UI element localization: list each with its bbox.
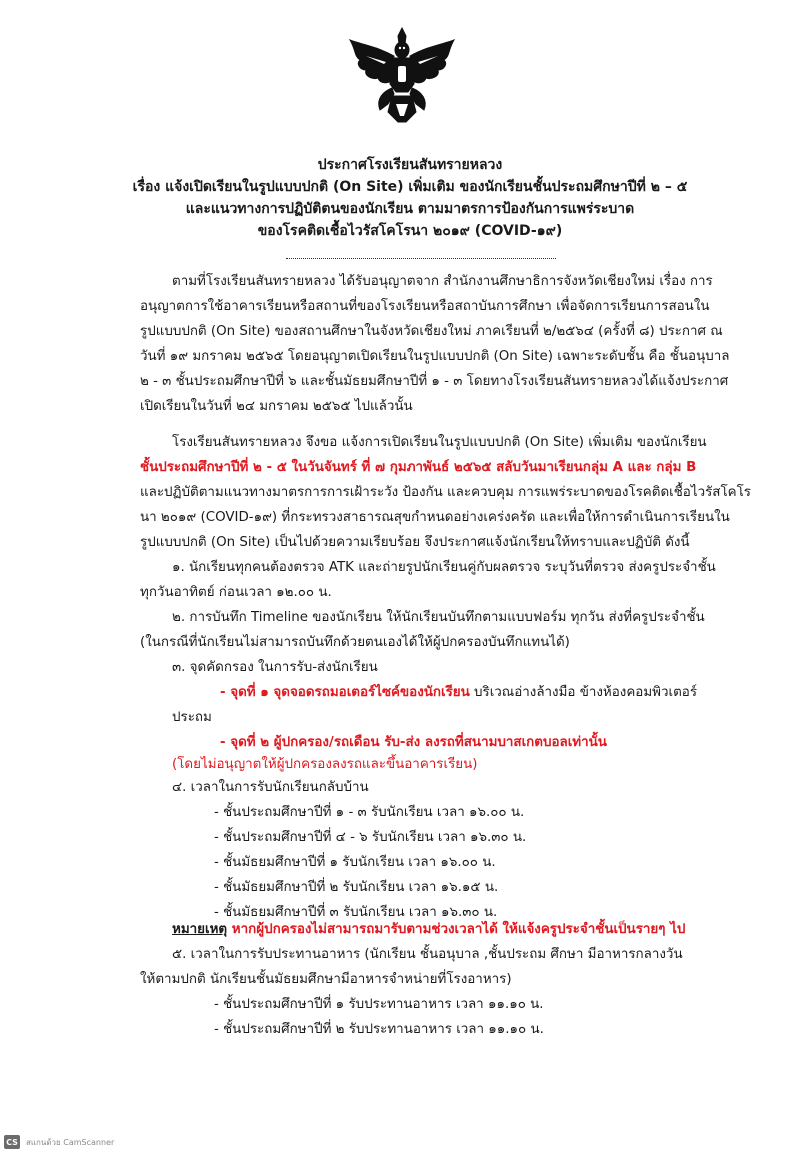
pickup-time-row: - ชั้นมัธยมศึกษาปีที่ ๑ รับนักเรียน เวลา ๑๖.๐๐ น. [214, 855, 496, 870]
item2-line-2: (ในกรณีที่นักเรียนไม่สามารถบันทึกด้วยตนเองได้ให้ผู้ปกครองบันทึกแทนได้) [140, 635, 570, 650]
para1-line-2: อนุญาตการใช้อาคารเรียนหรือสถานที่ของโรงเรียนหรือสถาบันการศึกษา เพื่อจัดการเรียนการสอนใน [140, 299, 710, 314]
item2-line-1: ๒. การบันทึก Timeline ของนักเรียน ให้นักเรียนบันทึกตามแบบฟอร์ม ทุกวัน ส่งที่ครูประจำชั้น [172, 610, 705, 625]
announcement-subject-line-2: และแนวทางการปฏิบัติตนของนักเรียน ตามมาตรการป้องกันการแพร่ระบาด [185, 201, 635, 217]
para1-line-1: ตามที่โรงเรียนสันทรายหลวง ได้รับอนุญาตจาก สำนักงานศึกษาธิการจังหวัดเชียงใหม่ เรื่อง การ [172, 274, 713, 289]
announcement-subject: เรื่อง แจ้งเปิดเรียนในรูปแบบปกติ (On Site) เพิ่มเติม ของนักเรียนชั้นประถมศึกษาปีที่ ๒ – ๕ [132, 179, 688, 195]
camscanner-logo-icon: CS [4, 1135, 20, 1149]
para2-line-4: นา ๒๐๑๙ (COVID-๑๙) ที่กระทรวงสาธารณสุขกำหนดอย่างเคร่งครัด และเพื่อให้การดำเนินการเรียนใน [140, 510, 730, 525]
item1-line-1: ๑. นักเรียนทุกคนต้องตรวจ ATK และถ่ายรูปนักเรียนคู่กับผลตรวจ ระบุวันที่ตรวจ ส่งครูประจำชั้น [172, 560, 716, 575]
remark-label: หมายเหตุ [172, 922, 228, 937]
para2-line-1: โรงเรียนสันทรายหลวง จึงขอ แจ้งการเปิดเรียนในรูปแบบปกติ (On Site) เพิ่มเติม ของนักเรียน [172, 435, 707, 450]
point-1-label: - จุดที่ ๑ จุดจอดรถมอเตอร์ไซค์ของนักเรียน [220, 685, 470, 700]
item3-point-1-cont: ประถม [172, 710, 212, 725]
pickup-time-row: - ชั้นประถมศึกษาปีที่ ๔ - ๖ รับนักเรียน เวลา ๑๖.๓๐ น. [214, 830, 527, 845]
announcement-title: ประกาศโรงเรียนสันทรายหลวง [317, 157, 503, 173]
camscanner-text: สแกนด้วย CamScanner [26, 1137, 115, 1147]
para1-line-6: เปิดเรียนในวันที่ ๒๔ มกราคม ๒๕๖๕ ไปแล้วนั้น [140, 399, 413, 414]
item3-point-1 [220, 683, 697, 703]
pickup-time-row: - ชั้นมัธยมศึกษาปีที่ ๓ รับนักเรียน เวลา ๑๖.๓๐ น. [214, 905, 498, 920]
item5-line-1: ๕. เวลาในการรับประทานอาหาร (นักเรียน ชั้นอนุบาล ,ชั้นประถม ศึกษา มีอาหารกลางวัน [172, 947, 683, 962]
pickup-time-row: - ชั้นประถมศึกษาปีที่ ๑ - ๓ รับนักเรียน เวลา ๑๖.๐๐ น. [214, 805, 525, 820]
pickup-time-row: - ชั้นมัธยมศึกษาปีที่ ๒ รับนักเรียน เวลา ๑๖.๑๕ น. [214, 880, 499, 895]
announcement-subject-line-3: ของโรคติดเชื้อไวรัสโคโรนา ๒๐๑๙ (COVID-๑๙) [257, 223, 563, 239]
item3-point-2: - จุดที่ ๒ ผู้ปกครอง/รถเดือน รับ-ส่ง ลงรถที่สนามบาสเกตบอลเท่านั้น [220, 735, 607, 750]
remark-line [172, 920, 685, 940]
para2-line-5: รูปแบบปกติ (On Site) เป็นไปด้วยความเรียบร้อย จึงประกาศแจ้งนักเรียนให้ทราบและปฏิบัติ ดังนี้ [140, 535, 690, 550]
para1-line-3: รูปแบบปกติ (On Site) ของสถานศึกษาในจังหวัดเชียงใหม่ ภาคเรียนที่ ๒/๒๕๖๔ (ครั้งที่ ๘) ประกาศ ณ [140, 324, 723, 339]
point-1-detail: บริเวณอ่างล้างมือ ข้างห้องคอมพิวเตอร์ [469, 685, 698, 700]
item3-point-2-note: (โดยไม่อนุญาตให้ผู้ปกครองลงรถและขึ้นอาคารเรียน) [172, 757, 478, 772]
item1-line-2: ทุกวันอาทิตย์ ก่อนเวลา ๑๒.๐๐ น. [140, 585, 332, 600]
para2-highlight-line: ชั้นประถมศึกษาปีที่ ๒ - ๕ ในวันจันทร์ ที่ ๗ กุมภาพันธ์ ๒๕๖๕ สลับวันมาเรียนกลุ่ม A และ กลุ่ม B [140, 460, 697, 475]
para2-line-3: และปฏิบัติตามแนวทางมาตรการการเฝ้าระวัง ป้องกัน และควบคุม การแพร่ระบาดของโรคติดเชื้อไวรัสโคโร [140, 485, 751, 500]
para1-line-5: ๒ - ๓ ชั้นประถมศึกษาปีที่ ๖ และชั้นมัธยมศึกษาปีที่ ๑ - ๓ โดยทางโรงเรียนสันทรายหลวงได้แจ้งประกาศ [140, 374, 729, 389]
item3-heading: ๓. จุดคัดกรอง ในการรับ-ส่งนักเรียน [172, 660, 378, 675]
lunch-time-row: - ชั้นประถมศึกษาปีที่ ๒ รับประทานอาหาร เวลา ๑๑.๑๐ น. [214, 1022, 544, 1037]
para1-line-4: วันที่ ๑๙ มกราคม ๒๕๖๕ โดยอนุญาตเปิดเรียนในรูปแบบปกติ (On Site) เฉพาะระดับชั้น คือ ชั้นอนุบาล [140, 349, 730, 364]
lunch-time-row: - ชั้นประถมศึกษาปีที่ ๑ รับประทานอาหาร เวลา ๑๑.๑๐ น. [214, 997, 544, 1012]
item5-line-2: ให้ตามปกติ นักเรียนชั้นมัธยมศึกษามีอาหารจำหน่ายที่โรงอาหาร) [140, 972, 512, 987]
remark-text: หากผู้ปกครองไม่สามารถมารับตามช่วงเวลาได้ ให้แจ้งครูประจำชั้นเป็นรายๆ ไป [227, 922, 686, 937]
item4-heading: ๔. เวลาในการรับนักเรียนกลับบ้าน [172, 780, 369, 795]
dotted-divider [286, 258, 556, 259]
garuda-emblem-icon [346, 26, 458, 124]
camscanner-watermark [4, 1134, 114, 1150]
